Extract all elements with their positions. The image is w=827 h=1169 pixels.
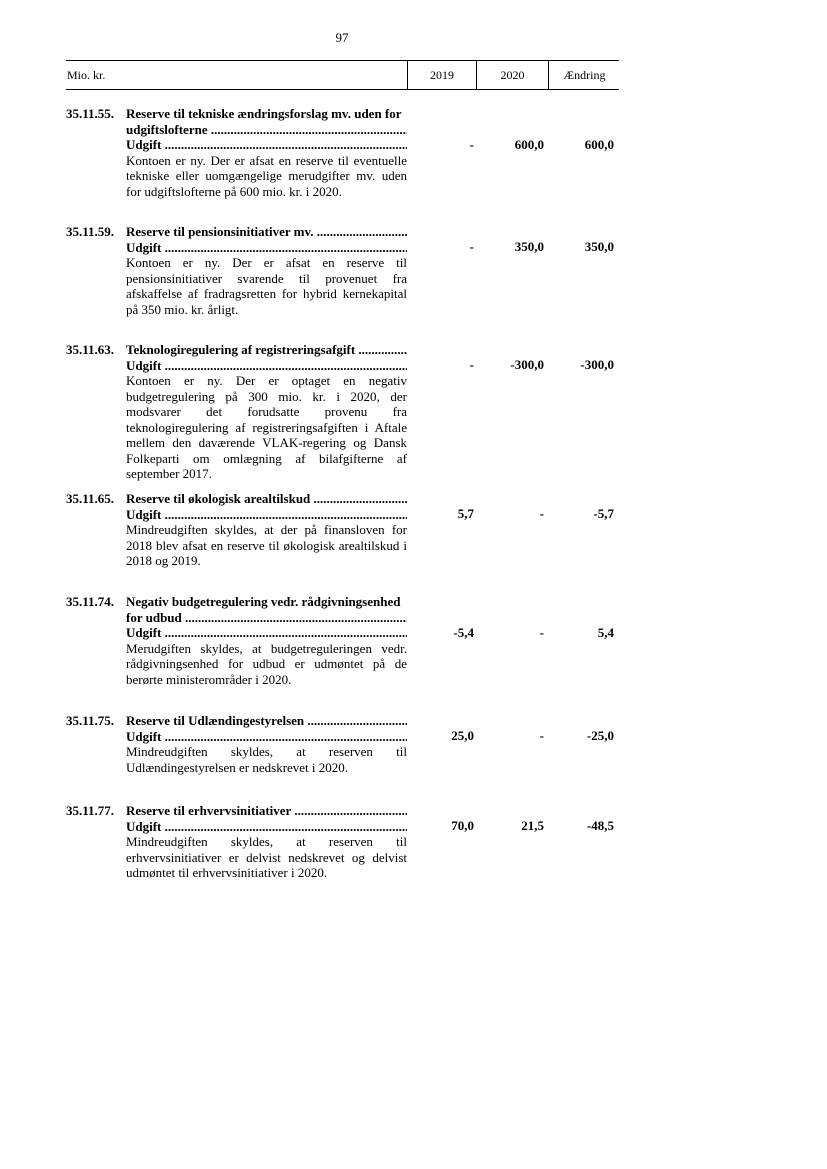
- column-2019: 2019: [407, 61, 476, 89]
- account-entry: [66, 106, 619, 199]
- value-change: 600,0: [584, 137, 614, 152]
- unit-label: Mio. kr.: [67, 68, 106, 82]
- udgift-label: Udgift .....: [126, 240, 407, 256]
- account-entry: [66, 342, 619, 482]
- value-change: -300,0: [580, 357, 614, 372]
- value-2020: -: [539, 506, 544, 521]
- account-title: Reserve til tekniske ændringsforslag mv. uden for: [126, 106, 402, 121]
- udgift-label: Udgift .....: [126, 819, 407, 835]
- account-description: Mindreudgiften skyldes, at reserven til erhvervsinitiativer er delvist nedskrevet og delvist udmøntet til erhvervsinitiativer i 2020.: [126, 834, 407, 880]
- value-2020: 600,0: [514, 137, 544, 152]
- udgift-label: Udgift .....: [126, 507, 407, 523]
- value-change: -48,5: [586, 818, 614, 833]
- account-number: 35.11.74.: [66, 594, 115, 609]
- value-2020: 21,5: [521, 818, 544, 833]
- account-number: 35.11.55.: [66, 106, 115, 121]
- account-description: Mindreudgiften skyldes, at der på finansloven for 2018 blev afsat en reserve til økologisk arealtilskud i 2018 og 2019.: [126, 522, 407, 568]
- account-description: Kontoen er ny. Der er afsat en reserve til pensionsinitiativer svarende til provenuet fra afskaffelse af fradragsretten for hybrid kernekapital på 350 mio. kr. årligt.: [126, 255, 407, 317]
- value-2019: -: [469, 137, 474, 152]
- udgift-label: Udgift .....: [126, 358, 407, 374]
- account-title: for udbud .....: [126, 610, 407, 626]
- account-entry: [66, 594, 619, 687]
- account-entry: [66, 491, 619, 569]
- account-number: 35.11.65.: [66, 491, 115, 506]
- account-number: 35.11.63.: [66, 342, 115, 357]
- value-2020: -300,0: [510, 357, 544, 372]
- value-2019: -: [469, 357, 474, 372]
- account-entry: [66, 224, 619, 317]
- account-description: Merudgiften skyldes, at budgetreguleringen vedr. rådgivningsenhed for udbud er udmøntet på de berørte ministerområder i 2020.: [126, 640, 407, 687]
- account-title: Reserve til pensionsinitiativer mv. .....: [126, 224, 407, 240]
- account-entry: [66, 713, 619, 775]
- account-title: Reserve til Udlændingestyrelsen .....: [126, 713, 407, 729]
- value-2020: -: [539, 728, 544, 743]
- account-entry: [66, 803, 619, 881]
- account-number: 35.11.75.: [66, 713, 115, 728]
- column-change: Ændring: [548, 61, 620, 89]
- value-2020: 350,0: [514, 239, 544, 254]
- udgift-label: Udgift .....: [126, 625, 407, 641]
- account-title: Reserve til økologisk arealtilskud .....: [126, 491, 407, 507]
- value-2019: 70,0: [451, 818, 474, 833]
- udgift-label: Udgift .....: [126, 137, 407, 153]
- value-2019: 5,7: [457, 506, 474, 521]
- column-2020: 2020: [476, 61, 548, 89]
- account-number: 35.11.77.: [66, 803, 115, 818]
- account-title: Negativ budgetregulering vedr. rådgivningsenhed: [126, 594, 401, 609]
- udgift-label: Udgift .....: [126, 729, 407, 745]
- account-description: Mindreudgiften skyldes, at reserven til Udlændingestyrelsen er nedskrevet i 2020.: [126, 744, 407, 775]
- value-change: -25,0: [586, 728, 614, 743]
- table-header: [66, 60, 619, 90]
- value-change: 5,4: [597, 625, 614, 640]
- value-2020: -: [539, 625, 544, 640]
- value-2019: -5,4: [453, 625, 474, 640]
- value-change: -5,7: [593, 506, 614, 521]
- value-change: 350,0: [584, 239, 614, 254]
- account-description: Kontoen er ny. Der er afsat en reserve til eventuelle tekniske eller uomgængelige merudgifter mv. uden for udgiftslofterne på 600 mio. kr. i 2020.: [126, 152, 407, 199]
- value-2019: -: [469, 239, 474, 254]
- account-title: Teknologiregulering af registreringsafgift .....: [126, 342, 407, 358]
- value-2019: 25,0: [451, 728, 474, 743]
- account-number: 35.11.59.: [66, 224, 115, 239]
- account-title: udgiftslofterne .....: [126, 122, 407, 138]
- page-number: 97: [335, 30, 349, 45]
- account-title: Reserve til erhvervsinitiativer .....: [126, 803, 407, 819]
- account-description: Kontoen er ny. Der er optaget en negativ budgetregulering på 300 mio. kr. i 2020, der modsvarer det forudsatte provenu fra teknologiregulering af registreringsafgiften i Aftale mellem den daværende VLAK-regering og Dansk Folkeparti om omlægning af bilafgifterne af september 2017.: [126, 373, 407, 481]
